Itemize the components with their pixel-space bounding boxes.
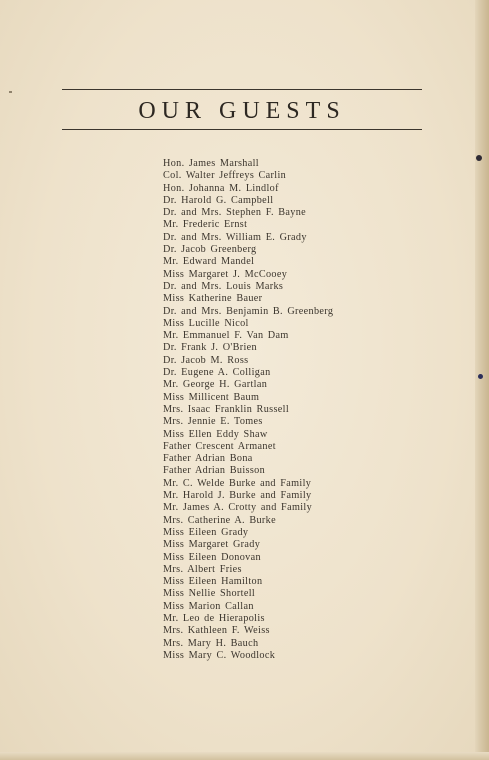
guest-name: Mrs. Isaac Franklin Russell	[163, 403, 289, 415]
guest-name: Miss Margaret Grady	[163, 539, 261, 551]
guest-name: Miss Lucille Nicol	[163, 317, 249, 329]
guest-name: Dr. and Mrs. Louis Marks	[163, 280, 284, 292]
guest-name: Dr. Eugene A. Colligan	[163, 367, 271, 379]
guest-name: Mr. James A. Crotty and Family	[163, 502, 313, 514]
guest-name: Miss Eileen Donovan	[163, 551, 261, 563]
guest-name: Mrs. Jennie E. Tomes	[163, 416, 263, 428]
guest-name: Dr. and Mrs. Benjamin B. Greenberg	[163, 305, 334, 317]
guest-name: Dr. Harold G. Campbell	[163, 194, 274, 206]
guest-name: Miss Eileen Grady	[163, 526, 249, 538]
paper-fleck	[9, 91, 12, 93]
guest-name: Dr. Frank J. O'Brien	[163, 342, 257, 354]
guest-name: Dr. Jacob Greenberg	[163, 244, 257, 256]
guest-name: Mr. George H. Gartlan	[163, 379, 268, 391]
guest-name: Hon. James Marshall	[163, 158, 259, 169]
binding-mark	[478, 374, 483, 379]
guest-name: Mr. Frederic Ernst	[163, 219, 248, 231]
guest-name: Miss Ellen Eddy Shaw	[163, 428, 268, 440]
guest-name: Father Adrian Bona	[163, 453, 253, 465]
guest-name: Mrs. Albert Fries	[163, 563, 242, 575]
guest-name: Mr. Harold J. Burke and Family	[163, 490, 312, 502]
guest-name: Mr. Emmanuel F. Van Dam	[163, 330, 289, 342]
guest-name: Mrs. Kathleen F. Weiss	[163, 625, 270, 637]
guest-name: Miss Mary C. Woodlock	[163, 649, 276, 661]
guest-name: Miss Margaret J. McCooey	[163, 268, 288, 280]
guest-name: Mr. Edward Mandel	[163, 256, 255, 268]
guest-name: Hon. Johanna M. Lindlof	[163, 182, 279, 194]
guest-name: Miss Millicent Baum	[163, 391, 260, 403]
guest-name: Mr. Leo de Hierapolis	[163, 612, 265, 624]
guest-name: Miss Nellie Shortell	[163, 588, 256, 600]
guest-name: Miss Katherine Bauer	[163, 293, 263, 305]
guest-name: Mrs. Catherine A. Burke	[163, 514, 276, 526]
guest-name: Miss Marion Callan	[163, 600, 254, 612]
guest-name: Father Crescent Armanet	[163, 440, 276, 452]
binding-mark	[476, 155, 482, 161]
guest-name: Father Adrian Buisson	[163, 465, 266, 477]
guest-name: Dr. Jacob M. Ross	[163, 354, 249, 366]
guest-name: Col. Walter Jeffreys Carlin	[163, 170, 287, 182]
page-edge-right	[475, 0, 489, 760]
page-edge-bottom	[0, 752, 489, 760]
guest-name: Dr. and Mrs. Stephen F. Bayne	[163, 207, 307, 219]
heading-rule-top	[62, 89, 422, 90]
guest-name: Miss Eileen Hamilton	[163, 576, 263, 588]
page-title: OUR GUESTS	[138, 98, 346, 124]
guest-name: Mr. C. Welde Burke and Family	[163, 477, 312, 489]
guest-name: Dr. and Mrs. William E. Grady	[163, 231, 307, 243]
heading-rule-bottom	[62, 129, 422, 130]
guest-list	[163, 158, 333, 662]
guest-name: Mrs. Mary H. Bauch	[163, 637, 259, 649]
